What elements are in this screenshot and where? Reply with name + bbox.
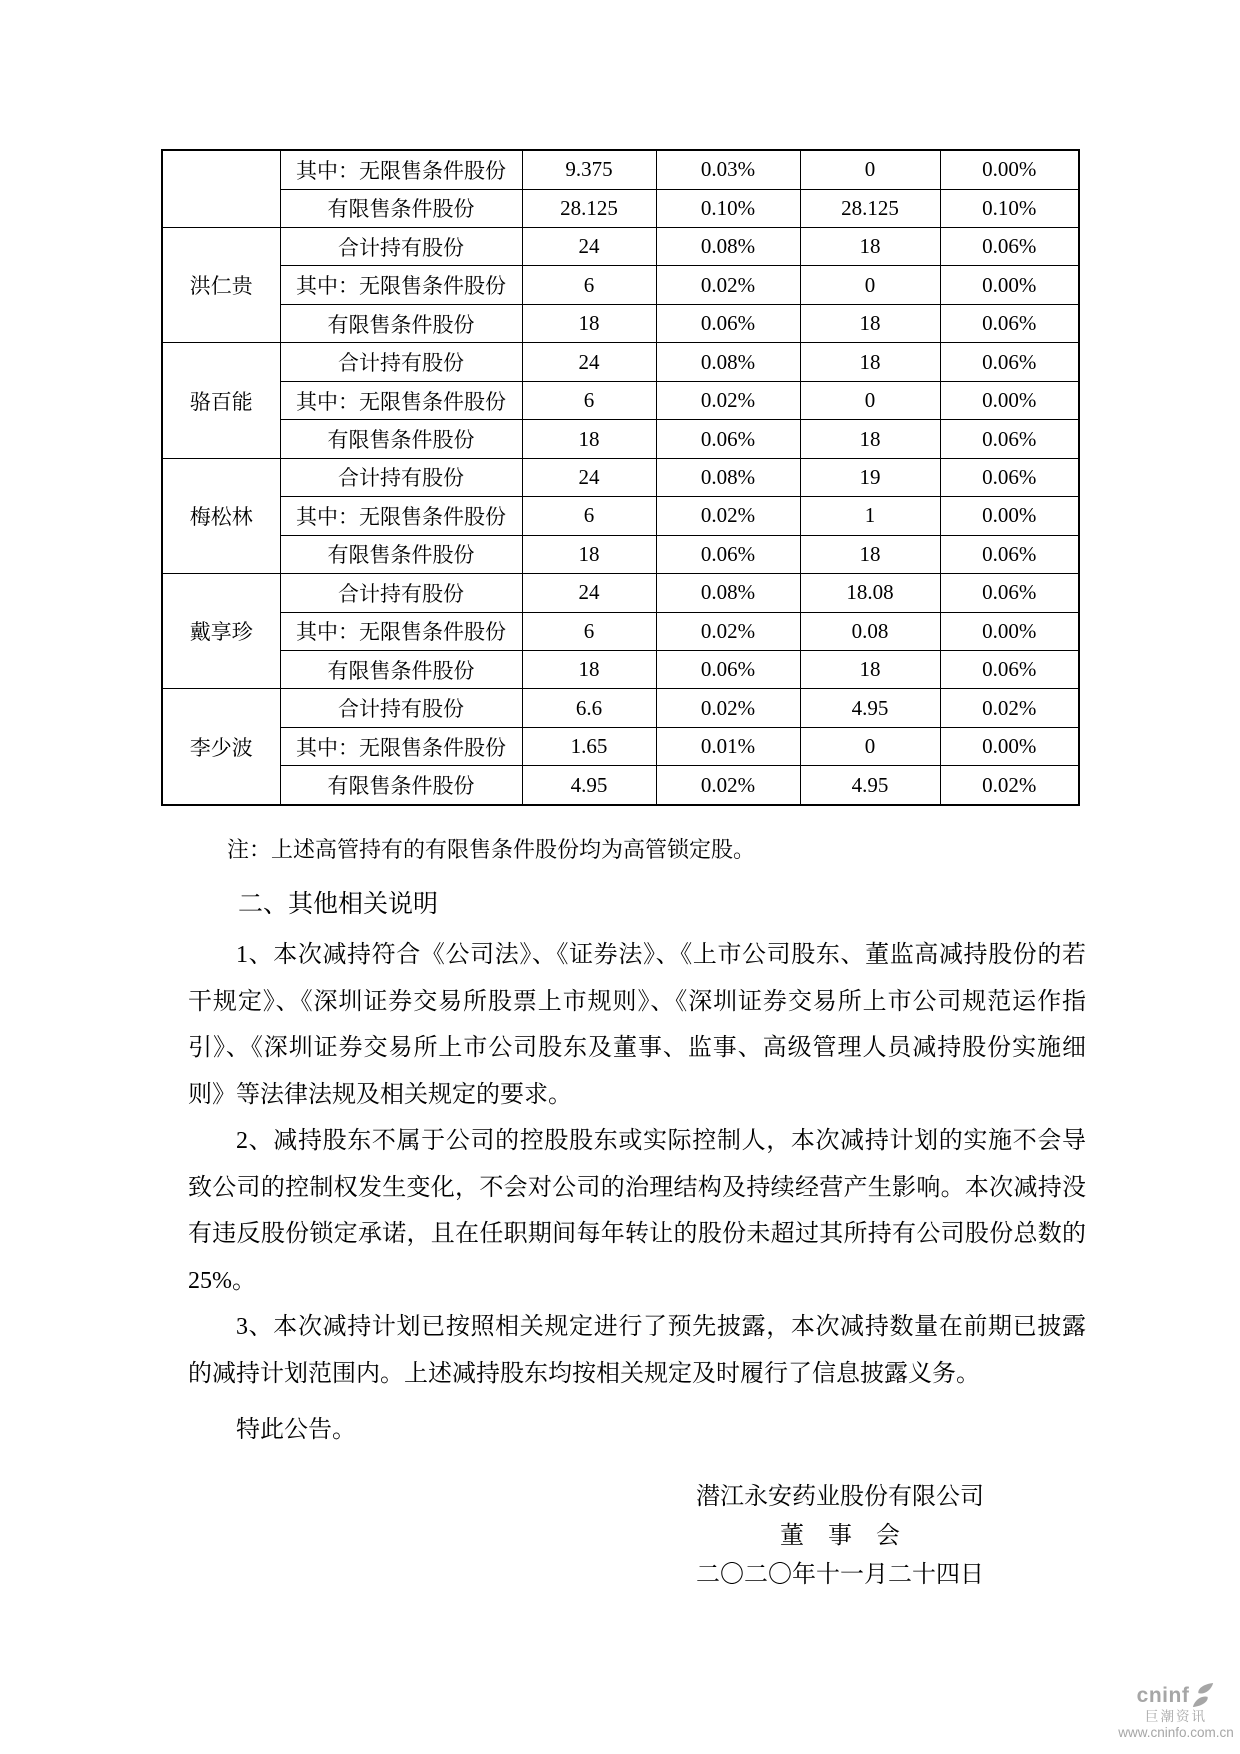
table-row — [162, 689, 1079, 727]
share-value-cell: 24 — [522, 228, 656, 266]
share-value-cell: 19 — [800, 458, 940, 496]
share-category-cell: 其中：无限售条件股份 — [280, 381, 522, 419]
share-value-cell: 0.03% — [656, 150, 800, 189]
share-value-cell: 18 — [800, 228, 940, 266]
share-value-cell: 0.00% — [940, 150, 1079, 189]
table-row — [162, 766, 1079, 805]
table-row — [162, 497, 1079, 535]
cninfo-url: www.cninfo.com.cn — [1118, 1725, 1234, 1740]
share-category-cell: 有限售条件股份 — [280, 189, 522, 227]
share-category-cell: 有限售条件股份 — [280, 420, 522, 458]
share-category-cell: 其中：无限售条件股份 — [280, 150, 522, 189]
shareholder-name-cell — [162, 150, 280, 228]
share-value-cell: 0.10% — [940, 189, 1079, 227]
holdings-table — [161, 149, 1080, 806]
share-value-cell: 0.02% — [940, 766, 1079, 805]
share-value-cell: 0.06% — [656, 420, 800, 458]
table-row — [162, 651, 1079, 689]
table-row — [162, 420, 1079, 458]
share-value-cell: 0.06% — [940, 651, 1079, 689]
share-value-cell: 6.6 — [522, 689, 656, 727]
share-value-cell: 0.06% — [940, 535, 1079, 573]
cninfo-chinese-name: 巨潮资讯 — [1145, 1709, 1207, 1724]
cninfo-brand-text: cninf — [1136, 1683, 1190, 1707]
share-value-cell: 0.02% — [940, 689, 1079, 727]
share-category-cell: 其中：无限售条件股份 — [280, 497, 522, 535]
table-row — [162, 574, 1079, 612]
table-note: 注：上述高管持有的有限售条件股份均为高管锁定股。 — [227, 837, 756, 862]
share-value-cell: 0.10% — [656, 189, 800, 227]
signature-date-line: 二〇二〇年十一月二十四日 — [696, 1562, 984, 1588]
share-value-cell: 0 — [800, 266, 940, 304]
share-value-cell: 0.08% — [656, 228, 800, 266]
share-value-cell: 1.65 — [522, 727, 656, 765]
share-value-cell: 0.00% — [940, 381, 1079, 419]
share-category-cell: 合计持有股份 — [280, 228, 522, 266]
share-value-cell: 24 — [522, 458, 656, 496]
share-category-cell: 其中：无限售条件股份 — [280, 266, 522, 304]
share-value-cell: 0.06% — [656, 304, 800, 342]
section-heading: 二、其他相关说明 — [238, 891, 439, 918]
table-row — [162, 535, 1079, 573]
share-value-cell: 0.02% — [656, 766, 800, 805]
table-row — [162, 228, 1079, 266]
cninfo-watermark — [1118, 1682, 1234, 1741]
share-category-cell: 有限售条件股份 — [280, 304, 522, 342]
share-category-cell: 合计持有股份 — [280, 343, 522, 381]
signature-block — [690, 1478, 990, 1595]
table-row — [162, 727, 1079, 765]
share-value-cell: 0.02% — [656, 266, 800, 304]
paragraph-1: 1、本次减持符合《公司法》、《证券法》、《上市公司股东、董监高减持股份的若干规定》、《深圳证券交易所股票上市规则》、《深圳证券交易所上市公司规范运作指引》、《深圳证券交易所上市公司股东及董事、监事、高级管理人员减持股份实施细则》等法律法规及相关规定的要求。 — [188, 942, 1086, 1108]
share-category-cell: 有限售条件股份 — [280, 535, 522, 573]
table-row — [162, 612, 1079, 650]
share-value-cell: 0.06% — [940, 343, 1079, 381]
share-value-cell: 0.08% — [656, 343, 800, 381]
share-value-cell: 0.08% — [656, 574, 800, 612]
shareholder-name-cell: 李少波 — [162, 689, 280, 805]
table-row — [162, 304, 1079, 342]
share-category-cell: 合计持有股份 — [280, 574, 522, 612]
signature-board-line: 董 事 会 — [780, 1523, 900, 1549]
share-category-cell: 合计持有股份 — [280, 458, 522, 496]
share-value-cell: 6 — [522, 612, 656, 650]
share-value-cell: 4.95 — [800, 766, 940, 805]
share-value-cell: 0 — [800, 381, 940, 419]
table-row — [162, 458, 1079, 496]
table-row — [162, 150, 1079, 189]
share-value-cell: 0.06% — [940, 228, 1079, 266]
share-value-cell: 0.00% — [940, 727, 1079, 765]
paragraph-3: 3、本次减持计划已按照相关规定进行了预先披露，本次减持数量在前期已披露的减持计划范围内。上述减持股东均按相关规定及时履行了信息披露义务。 — [188, 1314, 1086, 1387]
share-category-cell: 有限售条件股份 — [280, 651, 522, 689]
signature-company-name: 潜江永安药业股份有限公司 — [696, 1484, 984, 1510]
share-value-cell: 0.02% — [656, 381, 800, 419]
table-row — [162, 189, 1079, 227]
share-value-cell: 6 — [522, 266, 656, 304]
paragraph-2: 2、减持股东不属于公司的控股股东或实际控制人，本次减持计划的实施不会导致公司的控制权发生变化，不会对公司的治理结构及持续经营产生影响。本次减持没有违反股份锁定承诺，且在任职期间每年转让的股份未超过其所持有公司股份总数的 25%。 — [188, 1128, 1086, 1294]
share-value-cell: 0.06% — [656, 651, 800, 689]
shareholder-name-cell: 洪仁贵 — [162, 228, 280, 343]
share-value-cell: 0.06% — [940, 420, 1079, 458]
body-paragraphs — [188, 932, 1086, 1397]
share-value-cell: 18 — [800, 343, 940, 381]
share-value-cell: 18 — [800, 651, 940, 689]
share-value-cell: 18 — [522, 304, 656, 342]
share-category-cell: 合计持有股份 — [280, 689, 522, 727]
share-value-cell: 24 — [522, 343, 656, 381]
share-value-cell: 18 — [522, 651, 656, 689]
share-value-cell: 0.08% — [656, 458, 800, 496]
share-value-cell: 6 — [522, 381, 656, 419]
share-value-cell: 18 — [522, 420, 656, 458]
share-category-cell: 有限售条件股份 — [280, 766, 522, 805]
share-value-cell: 0.06% — [940, 574, 1079, 612]
share-value-cell: 0.02% — [656, 497, 800, 535]
share-value-cell: 0 — [800, 150, 940, 189]
cninfo-brand-row — [1118, 1682, 1234, 1708]
share-value-cell: 0.00% — [940, 497, 1079, 535]
share-value-cell: 4.95 — [522, 766, 656, 805]
share-value-cell: 6 — [522, 497, 656, 535]
closing-statement: 特此公告。 — [236, 1417, 356, 1443]
shareholder-name-cell: 骆百能 — [162, 343, 280, 458]
share-value-cell: 0.01% — [656, 727, 800, 765]
table-row — [162, 381, 1079, 419]
share-value-cell: 0.06% — [940, 304, 1079, 342]
table-row — [162, 343, 1079, 381]
share-value-cell: 0.00% — [940, 612, 1079, 650]
share-value-cell: 9.375 — [522, 150, 656, 189]
share-category-cell: 其中：无限售条件股份 — [280, 727, 522, 765]
share-value-cell: 0.08 — [800, 612, 940, 650]
share-value-cell: 0.02% — [656, 612, 800, 650]
share-value-cell: 18 — [800, 304, 940, 342]
share-category-cell: 其中：无限售条件股份 — [280, 612, 522, 650]
shareholder-name-cell: 梅松林 — [162, 458, 280, 573]
share-value-cell: 18.08 — [800, 574, 940, 612]
share-value-cell: 28.125 — [800, 189, 940, 227]
share-value-cell: 0 — [800, 727, 940, 765]
share-value-cell: 18 — [800, 420, 940, 458]
share-value-cell: 24 — [522, 574, 656, 612]
table-row — [162, 266, 1079, 304]
share-value-cell: 0.06% — [656, 535, 800, 573]
share-value-cell: 4.95 — [800, 689, 940, 727]
share-value-cell: 0.06% — [940, 458, 1079, 496]
share-value-cell: 0.02% — [656, 689, 800, 727]
share-value-cell: 18 — [522, 535, 656, 573]
share-value-cell: 1 — [800, 497, 940, 535]
share-value-cell: 18 — [800, 535, 940, 573]
share-value-cell: 0.00% — [940, 266, 1079, 304]
cninfo-swirl-icon — [1191, 1682, 1215, 1708]
share-value-cell: 28.125 — [522, 189, 656, 227]
shareholder-name-cell: 戴享珍 — [162, 574, 280, 689]
holdings-table-body — [162, 150, 1079, 805]
